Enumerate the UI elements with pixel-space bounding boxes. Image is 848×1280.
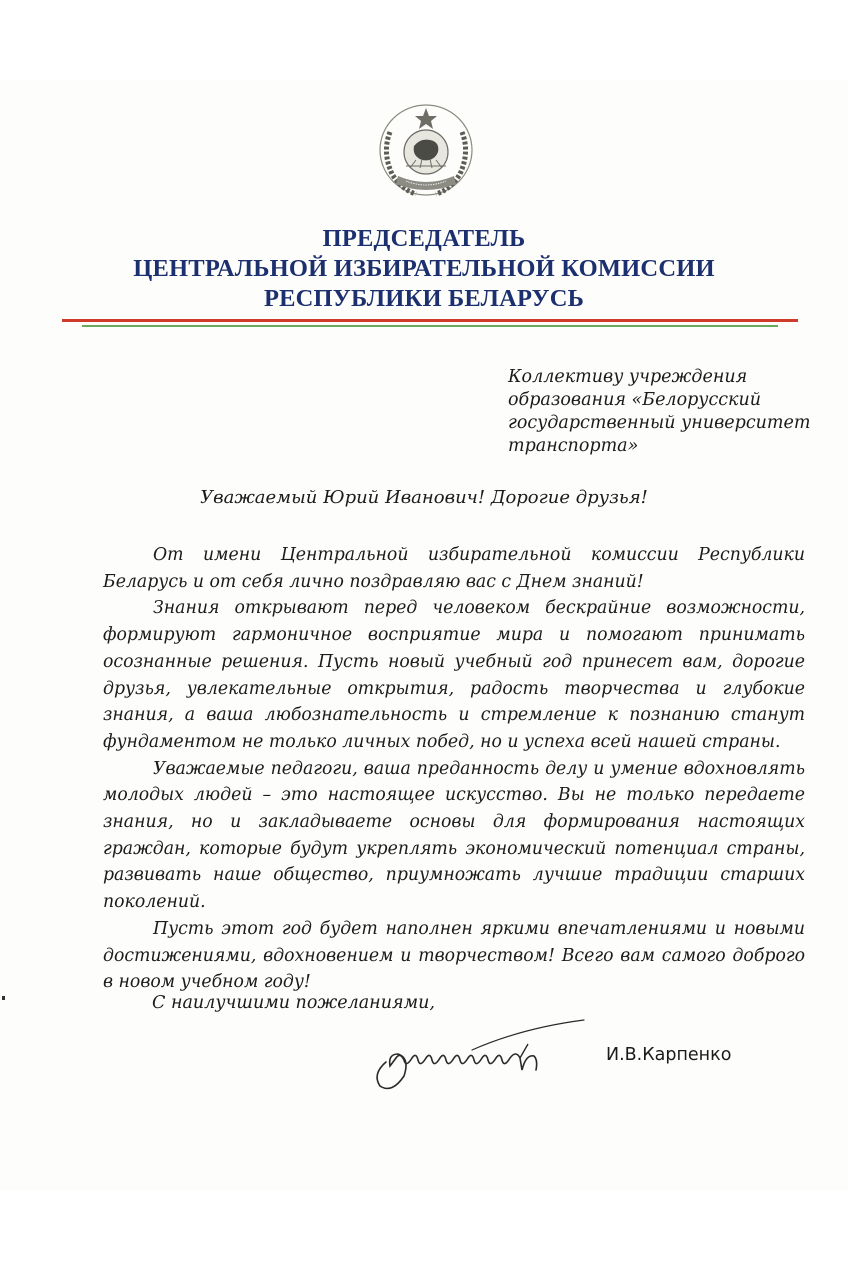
sender-heading [40,224,808,314]
addressee-line: транспорта» [508,436,639,456]
sender-heading-line3: РЕСПУБЛИКИ БЕЛАРУСЬ [263,285,585,312]
handwritten-signature [352,1014,592,1094]
divider-red [62,319,798,322]
body-paragraph: Пусть этот год будет наполнен яркими впечатлениями и новыми достижениями, вдохновением и творчеством! Всего вам самого доброго в новом учебном году! [103,918,805,993]
body-paragraph: От имени Центральной избирательной комиссии Республики Беларусь и от себя лично поздравляю вас с Днем знаний! [103,545,805,592]
addressee-line: государственный университет [508,413,811,433]
addressee-line: Коллективу учреждения [508,367,748,387]
scan-mark [2,996,5,1000]
closing-phrase: С наилучшими пожеланиями, [152,993,435,1013]
body-paragraph: Уважаемые педагоги, ваша преданность делу и умение вдохновлять молодых людей – это настоящее искусство. Вы не только передаете знания, но и закладываете основы для формирования настоящих граждан, которые будут укреплять экономический потенциал страны, развивать наше общество, приумножать лучшие традиции старших поколений. [103,758,805,913]
sender-heading-line2: ЦЕНТРАЛЬНОЙ ИЗБИРАТЕЛЬНОЙ КОМИССИИ [133,255,715,282]
state-emblem-icon [376,102,476,200]
divider-green [82,325,778,327]
letter-body [103,542,805,996]
signer-name: И.В.Карпенко [606,1045,732,1065]
body-paragraph: Знания открывают перед человеком бескрайние возможности, формируют гармоничное восприятие мира и помогают принимать осознанные решения. Пусть новый учебный год принесет вам, дорогие друзья, увлекательные открытия, радость творчества и глубокие знания, а ваша любознательность и стремление к познанию станут фундаментом не только личных побед, но и успеха всей нашей страны. [103,598,805,752]
addressee-line: образования «Белорусский [508,390,762,410]
addressee-block [508,366,828,458]
sender-heading-line1: ПРЕДСЕДАТЕЛЬ [322,225,526,252]
salutation: Уважаемый Юрий Иванович! Дорогие друзья! [200,487,648,508]
